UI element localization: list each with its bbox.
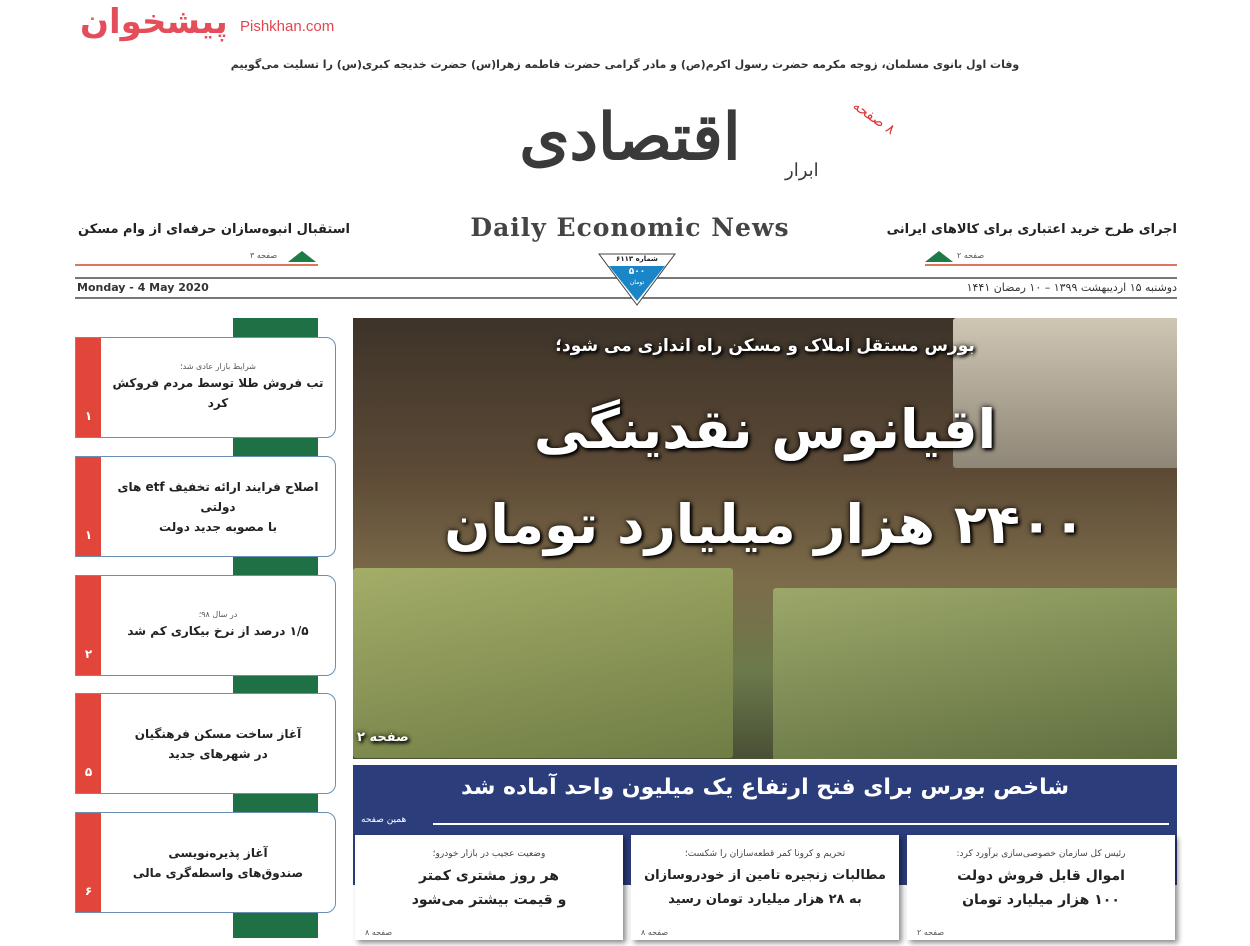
- teaser-left-title[interactable]: استقبال انبوه‌سازان حرفه‌ای از وام مسکن: [78, 222, 350, 237]
- teaser-right-title[interactable]: اجرای طرح خرید اعتباری برای کالاهای ایرانی: [886, 222, 1177, 237]
- issue-number: شماره ۶۱۱۳: [616, 255, 658, 263]
- page-count: ۸ صفحه: [849, 97, 898, 139]
- card-title: و قیمت بیشتر می‌شود: [411, 891, 567, 908]
- price: ۵۰۰: [628, 267, 646, 277]
- lead-headline-1[interactable]: اقیانوس نقدینگی: [533, 398, 997, 461]
- card-page: صفحه ۲: [917, 928, 945, 937]
- triangle-icon: [288, 251, 316, 262]
- teaser-left-page: صفحه ۳: [250, 251, 278, 260]
- card-kicker: تحریم و کرونا کمر قطعه‌سازان را شکست؛: [684, 849, 846, 859]
- card-title: هر روز مشتری کمتر: [419, 867, 559, 884]
- card-title: به ۲۸ هزار میلیارد تومان رسید: [668, 891, 862, 907]
- lead-page: صفحه ۲: [357, 730, 409, 745]
- masthead-logo-sub: ابرار: [785, 160, 819, 181]
- sidebar-title: ۱/۵ درصد از نرخ بیکاری کم شد: [127, 624, 309, 638]
- card-page: صفحه ۸: [365, 928, 393, 937]
- page-number: ۶: [84, 884, 93, 898]
- lead-photo[interactable]: [353, 318, 1177, 759]
- page-number: ۵: [84, 765, 93, 779]
- sidebar-title: صندوق‌های واسطه‌گری مالی: [132, 865, 304, 880]
- card-title: اموال قابل فروش دولت: [957, 867, 1125, 884]
- sidebar-item[interactable]: [75, 812, 336, 913]
- band-page: همین صفحه: [361, 815, 407, 825]
- date-persian: دوشنبه ۱۵ اردیبهشت ۱۳۹۹ – ۱۰ رمضان ۱۴۴۱: [966, 281, 1177, 294]
- masthead-english: Daily Economic News: [470, 213, 790, 242]
- currency: تومان: [629, 279, 645, 286]
- page-number: ۱: [84, 528, 93, 542]
- sidebar-kicker: در سال ۹۸؛: [198, 610, 238, 619]
- sidebar-title: آغاز ساخت مسکن فرهنگیان: [134, 726, 302, 741]
- watermark-logo: پیشخوان: [80, 2, 228, 42]
- lead-headline-2[interactable]: ۲۴۰۰ هزار میلیارد تومان: [444, 493, 1086, 556]
- price-badge: [597, 252, 677, 307]
- card-title: ۱۰۰ هزار میلیارد تومان: [962, 891, 1120, 908]
- divider: [433, 823, 1169, 825]
- triangle-icon: [925, 251, 953, 262]
- divider: [925, 264, 1177, 266]
- card-page: صفحه ۸: [641, 928, 669, 937]
- card-kicker: وضعیت عجیب در بازار خودرو؛: [432, 849, 546, 859]
- sidebar-item[interactable]: [75, 456, 336, 557]
- band-headline[interactable]: شاخص بورس برای فتح ارتفاع یک میلیون واحد آماده شد: [461, 775, 1069, 800]
- sidebar-title: اصلاح فرایند ارائه تخفیف etf های دولتی: [117, 479, 319, 514]
- sidebar-title: آغاز پذیره‌نویسی: [168, 845, 268, 860]
- sidebar-title: تب فروش طلا توسط مردم فروکش کرد: [112, 376, 324, 410]
- watermark-url: Pishkhan.com: [240, 18, 335, 35]
- news-card[interactable]: [907, 835, 1175, 940]
- condolence-notice: وفات اول بانوی مسلمان، زوجه مکرمه حضرت رسول اکرم(ص) و مادر گرامی حضرت فاطمه زهرا(س) حضرت خدیجه کبری(س) را تسلیت می‌گوییم: [230, 58, 1020, 71]
- lead-kicker: بورس مستقل املاک و مسکن راه اندازی می شود؛: [555, 336, 975, 356]
- card-title: مطالبات زنجیره تامین از خودروسازان: [644, 867, 886, 883]
- date-english: Monday - 4 May 2020: [77, 281, 209, 294]
- news-card[interactable]: [631, 835, 899, 940]
- sidebar-title: در شهرهای جدید: [168, 746, 268, 761]
- teaser-right-page: صفحه ۲: [957, 251, 985, 260]
- sidebar-kicker: شرایط بازار عادی شد؛: [180, 362, 256, 371]
- page-number: ۲: [84, 647, 93, 661]
- card-kicker: رئیس کل سازمان خصوصی‌سازی برآورد کرد:: [956, 849, 1126, 859]
- sidebar-item[interactable]: [75, 337, 336, 438]
- sidebar-title: با مصوبه جدید دولت: [159, 519, 277, 534]
- page-number: ۱: [84, 409, 93, 423]
- divider: [75, 264, 318, 266]
- sidebar-item[interactable]: [75, 575, 336, 676]
- news-card[interactable]: [355, 835, 623, 940]
- sidebar-item[interactable]: [75, 693, 336, 794]
- masthead-logo: اقتصادی: [519, 100, 741, 175]
